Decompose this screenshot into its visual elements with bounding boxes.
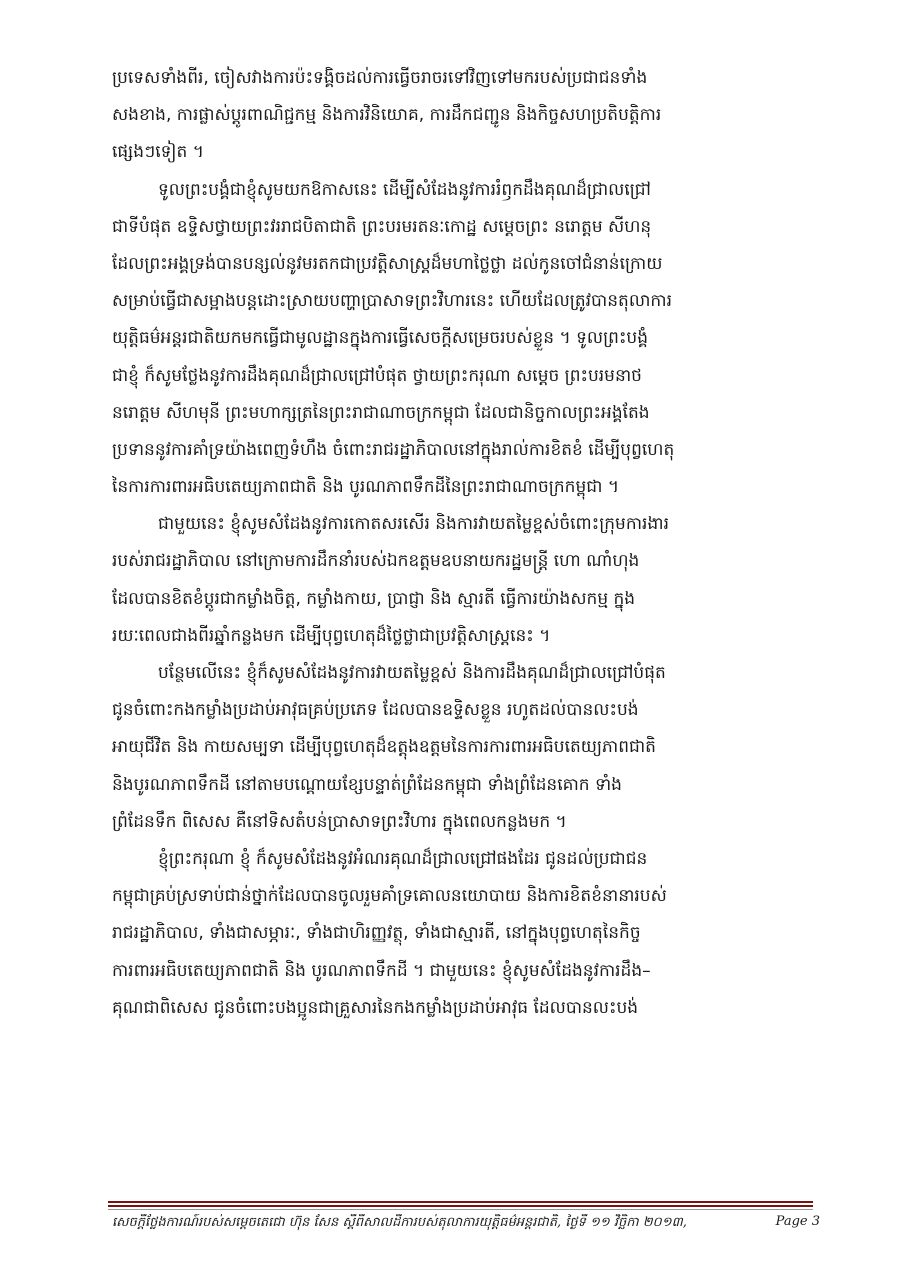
text-line: ប្រទាននូវការគាំទ្រយ៉ាងពេញទំហឹង ចំពោះរាជរដ្ឋាភិបាលនៅក្នុងរាល់ការខិតខំ ដើម្បីបុព្វហេតុ — [112, 439, 675, 460]
text-line: កម្ពុជាគ្រប់ស្រទាប់ជាន់ថ្នាក់ដែលបានចូលរួមគាំទ្រគោលនយោបាយ និងការខិតខំនានារបស់ — [112, 886, 667, 907]
paragraph-start-line: ជាមួយនេះ ខ្ញុំសូមសំដែងនូវការកោតសរសើរ និងការវាយតម្លៃខ្ពស់ចំពោះក្រុមការងារ — [158, 514, 670, 535]
document-body — [112, 60, 820, 1027]
text-line: នៃការការពារអធិបតេយ្យភាពជាតិ និង បូរណភាពទឹកដីនៃព្រះរាជាណាចក្រកម្ពុជា ។ — [112, 477, 620, 498]
text-line: ការពារអធិបតេយ្យភាពជាតិ និង បូរណភាពទឹកដី ។ ជាមួយនេះ ខ្ញុំសូមសំដែងនូវការដឹង– — [112, 960, 651, 981]
text-line: ប្រទេសទាំងពីរ, ចៀសវាងការប៉ះទង្គិចដល់ការធ្វើចរាចរទៅវិញទៅមករបស់ប្រជាជនទាំង — [112, 68, 648, 88]
text-line: រយៈពេលជាងពីរឆ្នាំកន្លងមក ដើម្បីបុព្វហេតុដ៏ថ្លៃថ្លាជាប្រវត្តិសាស្រ្តនេះ ។ — [112, 625, 551, 646]
page-number: Page 3 — [775, 1214, 820, 1229]
footer-divider — [108, 1209, 813, 1210]
footer-divider — [108, 1205, 813, 1207]
text-line: ជាខ្ញុំ ក៏សូមថ្លែងនូវការដឹងគុណដ៏ជ្រាលជ្រៅបំផុត ថ្វាយព្រះករុណា សម្តេច ព្រះបរមនាថ — [112, 365, 642, 386]
text-line: យុត្តិធម៌អន្តរជាតិយកមកធ្វើជាមូលដ្ឋានក្នុងការធ្វើសេចក្តីសម្រេចរបស់ខ្លួន ។ ទូលព្រះបង្គំ — [112, 328, 648, 349]
text-line: រាជរដ្ឋាភិបាល, ទាំងជាសម្ភារៈ, ទាំងជាហិរញ្ញវត្ថុ, ទាំងជាស្មារតី, នៅក្នុងបុព្វហេតុនៃកិច្ច — [112, 923, 641, 944]
text-line: ជូនចំពោះកងកម្លាំងប្រដាប់អាវុធគ្រប់ប្រភេទ ដែលបានឧទ្ទិសខ្លួន រហូតដល់បានលះបង់ — [112, 700, 639, 721]
text-line: គុណជាពិសេស ជូនចំពោះបងប្អូនជាគ្រួសារនៃកងកម្លាំងប្រដាប់អាវុធ ដែលបានលះបង់ — [112, 997, 639, 1018]
footer-divider — [108, 1201, 813, 1203]
paragraph-start-line: ទូលព្រះបង្គំជាខ្ញុំសូមយកឱកាសនេះ ដើម្បីសំដែងនូវការរំឭកដឹងគុណដ៏ជ្រាលជ្រៅ — [158, 179, 651, 200]
paragraph-start-line: ខ្ញុំព្រះករុណា ខ្ញុំ ក៏សូមសំដែងនូវអំណរគុណដ៏ជ្រាលជ្រៅផងដែរ ជូនដល់ប្រជាជន — [158, 848, 648, 869]
text-line: នរោត្តម សីហមុនី ព្រះមហាក្សត្រនៃព្រះរាជាណាចក្រកម្ពុជា ដែលជានិច្ចកាលព្រះអង្គតែង — [112, 402, 650, 423]
text-line: របស់រាជរដ្ឋាភិបាល នៅក្រោមការដឹកនាំរបស់ឯកឧត្តមឧបនាយករដ្ឋមន្រ្តី ហោ ណាំហុង — [112, 551, 640, 572]
text-line: អាយុជីវិត និង កាយសម្បទា ដើម្បីបុព្វហេតុដ៏ឧត្តុងឧត្តមនៃការការពារអធិបតេយ្យភាពជាតិ — [112, 737, 656, 758]
footer-caption: សេចក្តីថ្លែងការណ៍របស់សម្តេចតេជោ ហ៊ុន សែន ស្តីពីសាលដីការបស់តុលាការយុត្តិធម៌អន្តរជាតិ, ថ្ងៃទី ១១ វិច្ឆិកា ២០១៣, — [112, 1215, 687, 1230]
text-line: សងខាង, ការផ្លាស់ប្តូរពាណិជ្ជកម្ម និងការវិនិយោគ, ការដឹកជញ្ជូន និងកិច្ចសហប្រតិបត្តិការ — [112, 105, 662, 126]
page-footer — [112, 1214, 820, 1238]
paragraph-start-line: បន្ថែមលើនេះ ខ្ញុំក៏សូមសំដែងនូវការវាយតម្លៃខ្ពស់ និងការដឹងគុណដ៏ជ្រាលជ្រៅបំផុត — [158, 663, 666, 683]
text-line: ដែលបានខិតខំប្តូរជាកម្លាំងចិត្ត, កម្លាំងកាយ, ប្រាជ្ញា និង ស្មារតី ធ្វើការយ៉ាងសកម្ម ក្នុង — [112, 588, 636, 609]
text-line: ដែលព្រះអង្គទ្រង់បានបន្សល់នូវមរតកជាប្រវត្តិសាស្រ្តដ៏មហាថ្លៃថ្លា ដល់កូនចៅជំនាន់ក្រោយ — [112, 253, 663, 274]
text-line: សម្រាប់ធ្វើជាសម្អាងបន្តដោះស្រាយបញ្ហាប្រាសាទព្រះវិហារនេះ ហើយដែលត្រូវបានតុលាការ — [112, 291, 672, 312]
text-line: និងបូរណភាពទឹកដី នៅតាមបណ្តោយខ្សែបន្ទាត់ព្រំដែនកម្ពុជា ទាំងព្រំដែនគោក ទាំង — [112, 774, 622, 795]
text-line: ជាទីបំផុត ឧទ្ទិសថ្វាយព្រះវររាជបិតាជាតិ ព្រះបរមរតនៈកោដ្ឋ សម្តេចព្រះ នរោត្តម សីហនុ — [112, 216, 652, 237]
text-line: ផ្សេងៗទៀត ។ — [112, 142, 204, 163]
text-line: ព្រំដែនទឹក ពិសេស គឺនៅទិសតំបន់ប្រាសាទព្រះវិហារ ក្នុងពេលកន្លងមក ។ — [112, 811, 567, 832]
